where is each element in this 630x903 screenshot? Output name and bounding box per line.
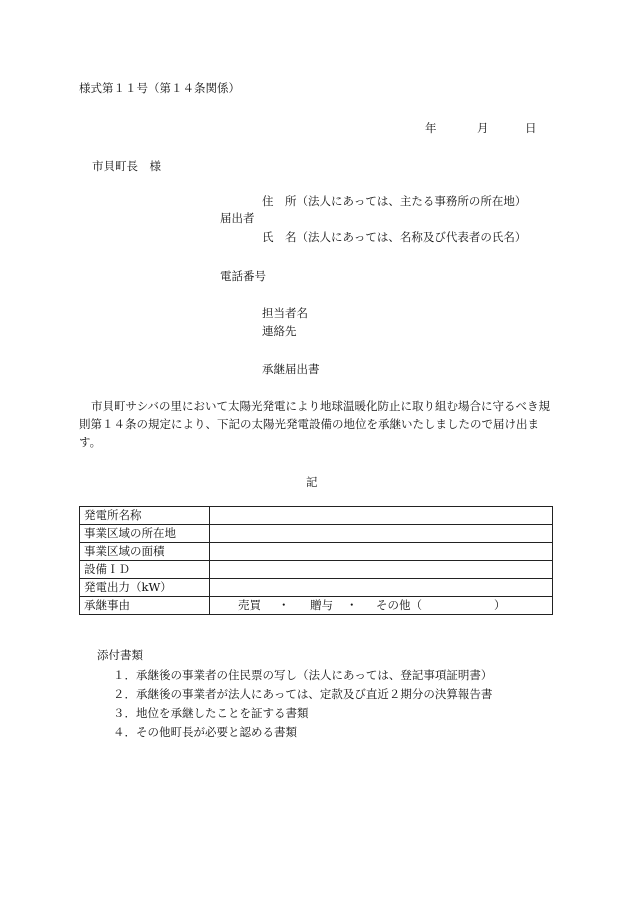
table-row	[80, 543, 553, 561]
row-label-reason: 承継事由	[80, 597, 210, 615]
row-value-equipment-id[interactable]	[210, 561, 553, 579]
attachments-list	[113, 666, 492, 742]
body-paragraph: 市貝町サシバの里において太陽光発電により地球温暖化防止に取り組む場合に守るべき規則第１４条の規定により、下記の太陽光発電設備の地位を承継いたしましたので届け出ます。	[79, 399, 550, 449]
list-item: ２．承継後の事業者が法人にあっては、定款及び直近２期分の決算報告書	[113, 687, 493, 701]
date-line	[425, 120, 537, 136]
row-value-area[interactable]	[210, 543, 553, 561]
reason-option-gift[interactable]: 贈与	[310, 598, 333, 612]
reason-option-sale[interactable]: 売買	[238, 598, 261, 612]
attachments-title: 添付書類	[97, 648, 143, 662]
row-value-location[interactable]	[210, 525, 553, 543]
list-item: １．承継後の事業者の住民票の写し（法人にあっては、登記事項証明書）	[113, 668, 493, 682]
date-month: 月	[477, 121, 489, 135]
row-label-output: 発電出力（kW）	[80, 579, 210, 597]
row-value-output[interactable]	[210, 579, 553, 597]
row-value-plant-name[interactable]	[210, 507, 553, 525]
notifier-name-line: 氏 名（法人にあっては、名称及び代表者の氏名）	[262, 230, 527, 244]
notifier-address-line: 住 所（法人にあっては、主たる事務所の所在地）	[262, 194, 527, 208]
date-year: 年	[425, 121, 437, 135]
reason-separator: ・	[346, 598, 358, 612]
phone-label: 電話番号	[220, 269, 266, 283]
notifier-label: 届出者	[220, 211, 255, 225]
ki-heading: 記	[306, 475, 318, 489]
reason-separator: ・	[278, 598, 290, 612]
addressee: 市貝町長 様	[92, 159, 161, 173]
table-row	[80, 597, 553, 615]
reason-other-close: ）	[494, 598, 506, 612]
table-row	[80, 525, 553, 543]
document-title: 承継届出書	[262, 362, 320, 376]
table-row	[80, 507, 553, 525]
row-value-reason[interactable]	[210, 597, 553, 615]
row-label-plant-name: 発電所名称	[80, 507, 210, 525]
date-day: 日	[525, 121, 537, 135]
table-row	[80, 579, 553, 597]
contact-label: 連絡先	[262, 324, 297, 338]
list-item: ４．その他町長が必要と認める書類	[113, 725, 297, 739]
info-table	[79, 506, 553, 615]
reason-option-other[interactable]: その他（	[376, 598, 422, 612]
row-label-area: 事業区域の面積	[80, 543, 210, 561]
person-in-charge-label: 担当者名	[262, 306, 308, 320]
table-row	[80, 561, 553, 579]
list-item: ３．地位を承継したことを証する書類	[113, 706, 309, 720]
form-number: 様式第１１号（第１４条関係）	[79, 81, 240, 95]
row-label-location: 事業区域の所在地	[80, 525, 210, 543]
row-label-equipment-id: 設備ＩＤ	[80, 561, 210, 579]
